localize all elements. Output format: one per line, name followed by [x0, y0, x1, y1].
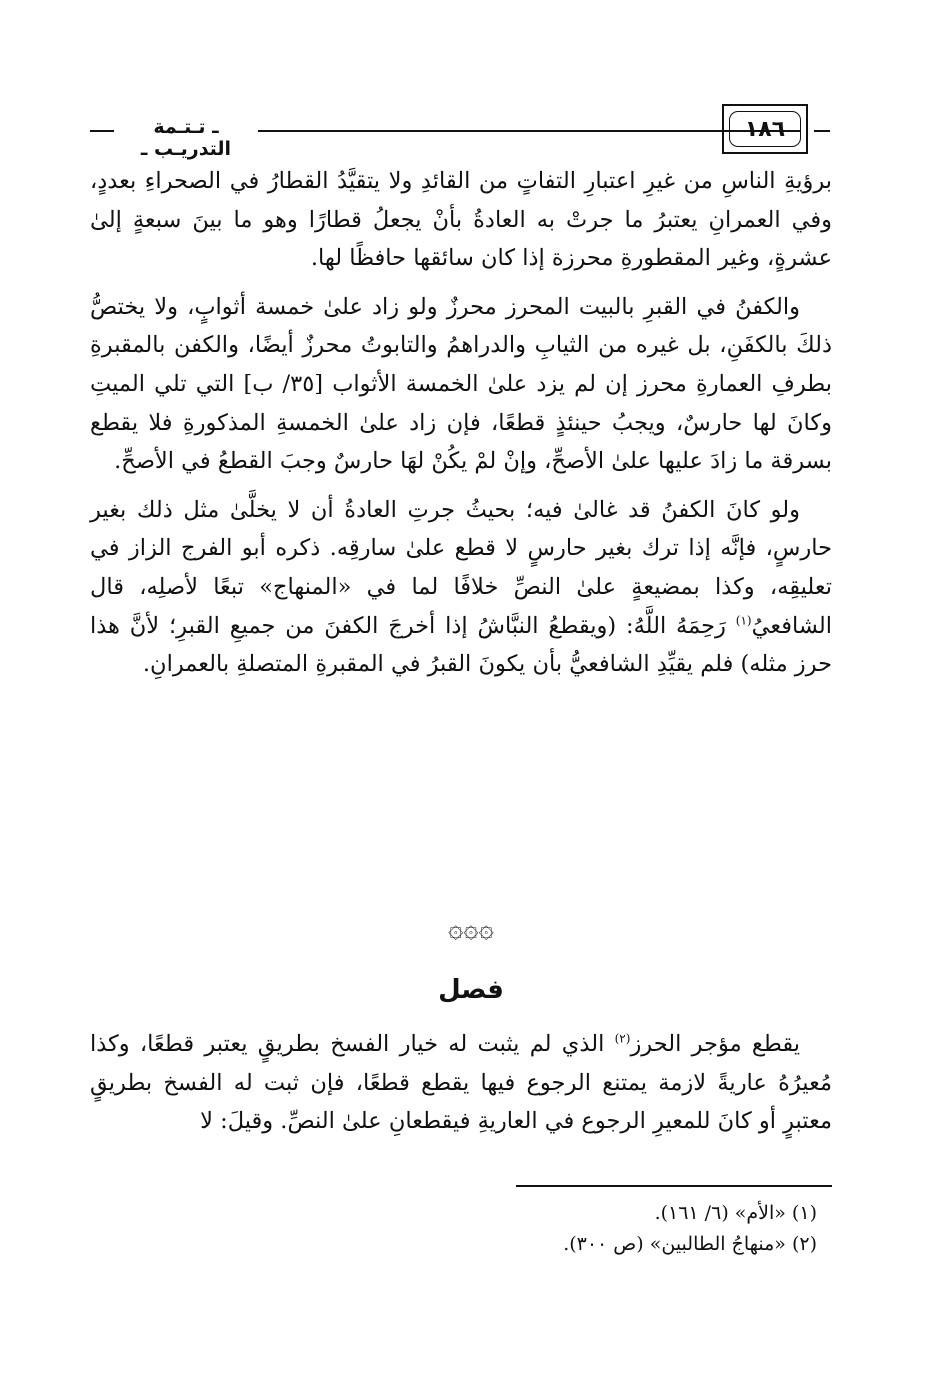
header-rule-middle [258, 130, 800, 132]
section-paragraph-start: يقطع مؤجر الحرز [630, 1031, 800, 1057]
header-rule-right [814, 130, 830, 132]
page-number-box [722, 104, 808, 154]
paragraph-3-text: ولو كانَ الكفنُ قد غالىٰ فيه؛ بحيثُ جرتِ العادةُ أن لا يخلَّىٰ مثل ذلك بغير حارسٍ، فإنَّه إذا ترك بغير حارسٍ لا قطع علىٰ سارقِه. ذكره أبو الفرج الزاز في تعليقِه، وكذا بمضيعةٍ علىٰ النصِّ خلافًا لما في «المنهاج» تبعًا لأصلِه، قال الشافعيُ [90, 496, 832, 639]
paragraph-2: والكفنُ في القبرِ بالبيت المحرز محرزٌ ولو زاد علىٰ خمسة أثوابٍ، ولا يختصُّ ذلكَ بالكفَنِ، بل غيره من الثيابِ والدراهمُ والتابوتُ محرزٌ أيضًا، والكفن بالمقبرةِ بطرفِ العمارةِ محرز إن لم يزد علىٰ الخمسة الأثواب [٣٥/ ب] التي تلي الميتِ وكانَ لها حارسٌ، ويجبُ حينئذٍ قطعًا، فإن زاد علىٰ الخمسةِ المذكورةِ فلا يقطع بسرقة ما زادَ عليها علىٰ الأصحِّ، وإنْ لمْ يكُنْ لهَا حارسٌ وجبَ القطعُ في الأصحِّ. [90, 293, 833, 475]
page-header [90, 104, 832, 160]
paragraph-3 [90, 491, 832, 684]
footnote-ref-2: (٢) [614, 1031, 631, 1046]
paragraph-3-rest: رَحِمَهُ اللَّهُ: (ويقطعُ النبَّاشُ إذا أخرجَ الكفنَ من جميعِ القبرِ؛ لأنَّ هذا حرز مثله) فلم يقيِّدِ الشافعيُّ بأن يكونَ القبرُ في المقبرةِ المتصلةِ بالعمرانِ. [90, 612, 832, 678]
section-paragraph-rest: الذي لم يثبت له خيار الفسخ بطريقٍ يعتبر قطعًا، وكذا مُعيرُهُ عاريةً لازمة يمتنع الرجوع فيها يقطع قطعًا، فإن ثبت له الفسخ بطريقٍ معتبرٍ أو كانَ للمعيرِ الرجوع في العاريةِ فيقطعانِ علىٰ النصِّ. وقيلَ: لا [90, 1031, 832, 1135]
running-title: ـ تـتـمة التدريـب ـ [140, 116, 232, 160]
header-rule-left [90, 130, 114, 132]
footnote-2: (٢) «منهاجُ الطالبين» (ص ٣٠٠). [563, 1233, 817, 1255]
footnote-1: (١) «الأم» (٦/ ١٦١). [654, 1202, 817, 1224]
footnotes [90, 1198, 817, 1260]
page-number: ١٨٦ [729, 111, 801, 147]
section-title: فصل [438, 975, 504, 1005]
footnote-ref-1: (١) [735, 613, 752, 628]
paragraph-1: برؤيةِ الناسِ من غيرِ اعتبارِ التفاتٍ من القائدِ ولا يتقيَّدُ القطارُ في الصحراءِ بعددٍ، وفي العمرانِ يعتبرُ ما جرتْ به العادةُ بأنْ يجعلُ قطارًا وهو ما بينَ سبعةٍ إلىٰ عشرةٍ، وغير المقطورةِ محرزة إذا كان سائقها حافظًا لها. [90, 168, 832, 272]
footnote-rule [516, 1185, 832, 1187]
section-divider-ornament: ۞۞۞ [448, 914, 494, 944]
section-text [90, 1025, 832, 1141]
main-text [90, 162, 832, 694]
section-paragraph [90, 1025, 832, 1141]
